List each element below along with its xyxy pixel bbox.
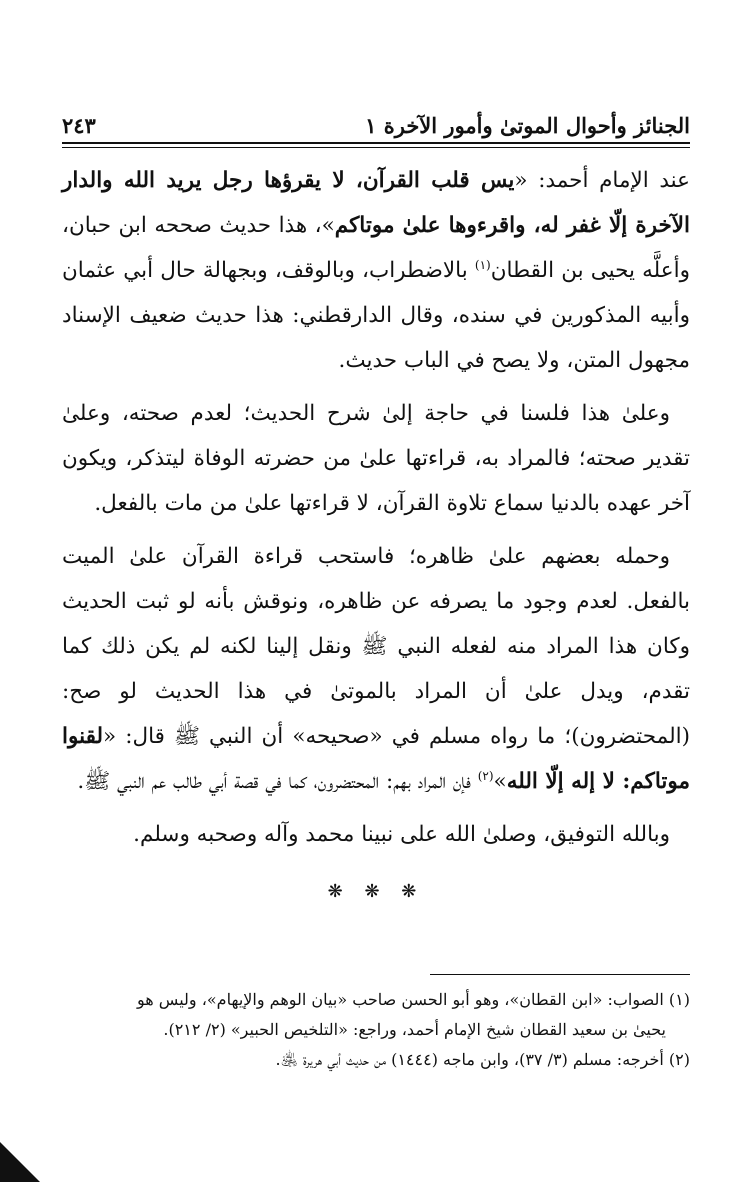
running-header — [62, 100, 690, 138]
paragraph-4: وبالله التوفيق، وصلىٰ الله على نبينا محمد وآله وصحبه وسلم. — [133, 822, 670, 847]
text-run: بالاضطراب، وبالوقف، وبجهالة حال أبي عثمان وأبيه المذكورين في سنده، وقال الدارقطني: هذا حديث ضعيف الإسناد مجهول المتن، ولا يصح في الباب حديث. — [62, 258, 690, 373]
text-run: عند الإمام أحمد: « — [514, 168, 690, 193]
running-title: الجنائز وأحوال الموتىٰ وأمور الآخرة ١ — [365, 113, 690, 138]
footnote-1: (١) الصواب: «ابن القطان»، وهو أبو الحسن صاحب «بيان الوهم والإيهام»، وليس هو — [137, 990, 690, 1009]
paragraph-3 — [62, 534, 690, 804]
text-run: » — [493, 769, 507, 794]
footnote-1-cont: يحيىٰ بن سعيد القطان شيخ الإمام أحمد، وراجع: «التلخيص الحبير» (٢/ ٢١٢). — [163, 1020, 666, 1039]
hadith-quote: لقنوا موتاكم: لا إله إلّا الله — [62, 724, 690, 794]
paragraph-1 — [62, 158, 690, 383]
text-run: وحمله بعضهم علىٰ ظاهره؛ فاستحب قراءة القرآن علىٰ الميت بالفعل. لعدم وجود ما يصرفه عن ظاهره، ونوقش بأنه لو ثبت الحديث وكان هذا المراد منه لفعله النبي ﷺ ونقل إلينا لكنه لم يكن ذلك كما تقدم، ويدل علىٰ أن المراد بالموتىٰ في هذا الحديث لو صح: (المحتضرون)؛ ما رواه مسلم في «صحيحه» أن النبي ﷺ قال: « — [62, 544, 690, 749]
header-rule — [62, 142, 690, 148]
footnote-ref-1[interactable]: (١) — [474, 257, 491, 272]
text-run: »، هذا حديث صححه ابن حبان، وأعلَّه يحيى بن القطان — [62, 213, 690, 283]
main-text — [62, 158, 690, 914]
page-number: ٢٤٣ — [62, 113, 96, 138]
page-corner-triangle — [0, 1142, 40, 1182]
footnote-rule — [430, 974, 690, 975]
footnote-ref-2[interactable]: (٢) — [477, 768, 494, 783]
footnotes — [62, 985, 690, 1075]
hadith-quote: يس قلب القرآن، لا يقرؤها رجل يريد الله والدار الآخرة إلّا غفر له، واقرءوها علىٰ موتاكم — [62, 168, 690, 238]
footnote-2: (٢) أخرجه: مسلم (٣/ ٣٧)، وابن ماجه (١٤٤٤) من حديث أبي هريرة ﵁. — [275, 1050, 690, 1069]
text-run: فإن المراد بهم: المحتضرون، كما في قصة أبي طالب عم النبي ﷺ. — [77, 769, 478, 794]
section-separator: ❋ ❋ ❋ — [327, 881, 425, 902]
paragraph-2: وعلىٰ هذا فلسنا في حاجة إلىٰ شرح الحديث؛ لعدم صحته، وعلىٰ تقدير صحته؛ فالمراد به، قراءتها علىٰ من حضرته الوفاة ليتذكر، ويكون آخر عهده بالدنيا سماع تلاوة القرآن، لا قراءتها علىٰ من مات بالفعل. — [62, 401, 691, 516]
book-page — [62, 100, 690, 1075]
